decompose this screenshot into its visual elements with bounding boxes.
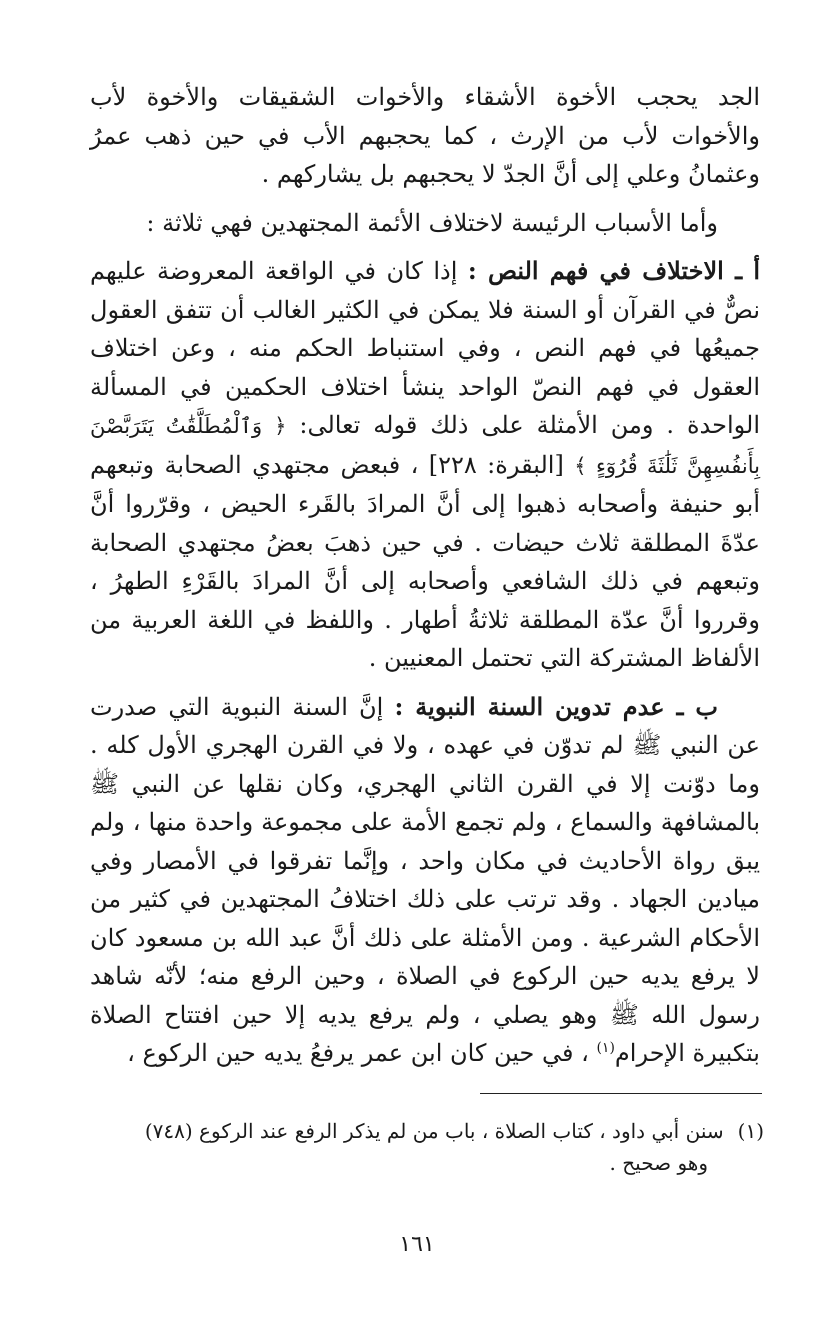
section-heading-a: أ ـ الاختلاف في فهم النص : <box>467 256 760 285</box>
paragraph-text: إنَّ السنة النبوية التي صدرت عن النبي ﷺ لم تدوّن في عهده ، ولا في القرن الهجري الأول كله . وما دوّنت إلا في القرن الثاني الهجري، وكان نقلها عن النبي ﷺ بالمشافهة والسماع ، ولم تجمع الأمة على مجموعة واحدة منها ، ولم يبق رواة الأحاديث في مكان واحد ، وإنَّما تفرقوا في الأمصار وفي ميادين الجهاد . وقد ترتب على ذلك اختلافُ المجتهدين في كثير من الأحكام الشرعية . ومن الأمثلة على ذلك أنَّ عبد الله بن مسعود كان لا يرفع يديه حين الركوع في الصلاة ، وحين الرفع منه؛ لأنّه شاهد رسول الله ﷺ وهو يصلي ، ولم يرفع يديه إلا حين افتتاح الصلاة بتكبيرة الإحرام <box>90 692 760 1067</box>
paragraph-text: ، في حين كان ابن عمر يرفعُ يديه حين الركوع ، <box>127 1039 597 1067</box>
paragraph-sunnah-recording <box>90 688 760 1073</box>
section-heading-b: ب ـ عدم تدوين السنة النبوية : <box>394 691 719 721</box>
main-text <box>90 78 760 1083</box>
paragraph-text-interpretation <box>90 252 760 678</box>
page-number: ١٦١ <box>399 1232 435 1257</box>
footnote-number: (١) <box>737 1119 764 1143</box>
paragraph-text: [البقرة: ٢٢٨] ، فبعض مجتهدي الصحابة وتبعهم أبو حنيفة وأصحابه ذهبوا إلى أنَّ المرادَ بالقَرء الحيض ، وقرّروا أنَّ عدّةَ المطلقة ثلاث حيضات . في حين ذهبَ بعضُ مجتهدي الصحابة وتبعهم في ذلك الشافعي وأصحابه إلى أنَّ المرادَ بالقَرْءِ الطهرُ ، وقرروا أنَّ عدّة المطلقة ثلاثةُ أطهار . واللفظ في اللغة العربية من الألفاظ المشتركة التي تحتمل المعنيين . <box>90 450 760 672</box>
footnote-text: سنن أبي داود ، كتاب الصلاة ، باب من لم يذكر الرفع عند الركوع (٧٤٨) <box>144 1119 724 1143</box>
paragraph-text: إذا كان في الواقعة المعروضة عليهم نصٌّ في القرآن أو السنة فلا يمكن في الكثير الغالب أن تتفق العقول جميعُها في فهم النص ، وفي استنباط الحكم منه ، وعن اختلاف العقول في فهم النصّ الواحد ينشأ اختلاف الحكمين في المسألة الواحدة . ومن الأمثلة على ذلك قوله تعالى: <box>90 257 761 439</box>
footnote-reference[interactable]: (١) <box>596 1040 615 1056</box>
paragraph-grandfather-inheritance: الجد يحجب الأخوة الأشقاء والأخوات الشقيقات والأخوة لأب والأخوات لأب من الإرث ، كما يحجبهم الأب في حين ذهب عمرُ وعثمانُ وعلي إلى أنَّ الجدّ لا يحجبهم بل يشاركهم . <box>90 83 760 188</box>
footnote <box>70 1115 764 1179</box>
footnote-continuation: وهو صحيح . <box>609 1151 708 1175</box>
footnote-divider <box>480 1093 762 1094</box>
paragraph-main-causes: وأما الأسباب الرئيسة لاختلاف الأئمة المجتهدين فهي ثلاثة : <box>146 208 718 237</box>
quran-verse: ﴿ وَٱلْمُطَلَّقَٰتُ يَتَرَبَّصْنَ بِأَنفُسِهِنَّ ثَلَٰثَةَ قُرُوٓءٍ ﴾ <box>90 414 760 478</box>
